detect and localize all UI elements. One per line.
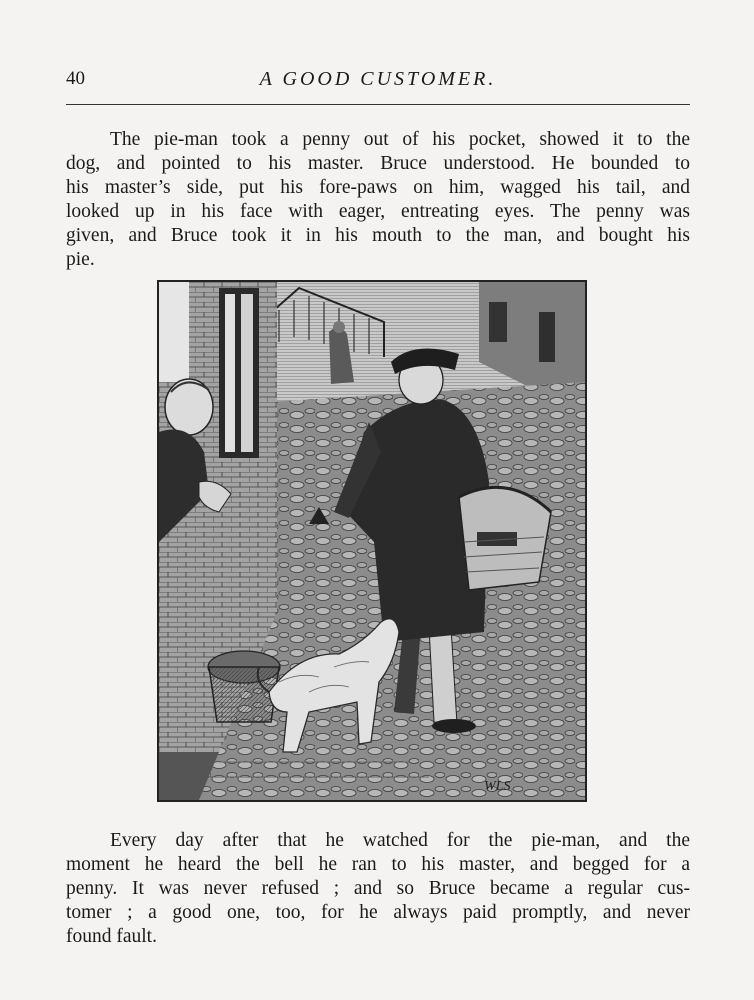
text-line: looked up in his face with eager, entreating eyes. The penny was bbox=[66, 201, 690, 222]
running-title: A GOOD CUSTOMER. bbox=[259, 68, 497, 90]
page-header bbox=[66, 66, 690, 96]
engraving-illustration bbox=[157, 280, 587, 802]
paragraph-1 bbox=[66, 128, 690, 272]
text-line: Every day after that he watched for the pie-man, and the bbox=[110, 830, 690, 851]
text-line: dog, and pointed to his master. Bruce understood. He bounded to bbox=[66, 153, 690, 174]
text-line: his master’s side, put his fore-paws on him, wagged his tail, and bbox=[66, 177, 690, 198]
text-line: found fault. bbox=[66, 926, 157, 947]
text-line: moment he heard the bell he ran to his master, and begged for a bbox=[66, 854, 690, 875]
text-line: penny. It was never refused ; and so Bruce became a regular cus- bbox=[66, 878, 690, 899]
text-line: given, and Bruce took it in his mouth to the man, and bought his bbox=[66, 225, 690, 246]
text-line: pie. bbox=[66, 249, 95, 270]
header-rule bbox=[66, 104, 690, 105]
text-line: The pie-man took a penny out of his pocket, showed it to the bbox=[110, 129, 690, 150]
illustrator-signature: WLS bbox=[484, 779, 511, 794]
paragraph-2 bbox=[66, 829, 690, 949]
text-line: tomer ; a good one, too, for he always paid promptly, and never bbox=[66, 902, 690, 923]
page-number: 40 bbox=[66, 68, 85, 89]
